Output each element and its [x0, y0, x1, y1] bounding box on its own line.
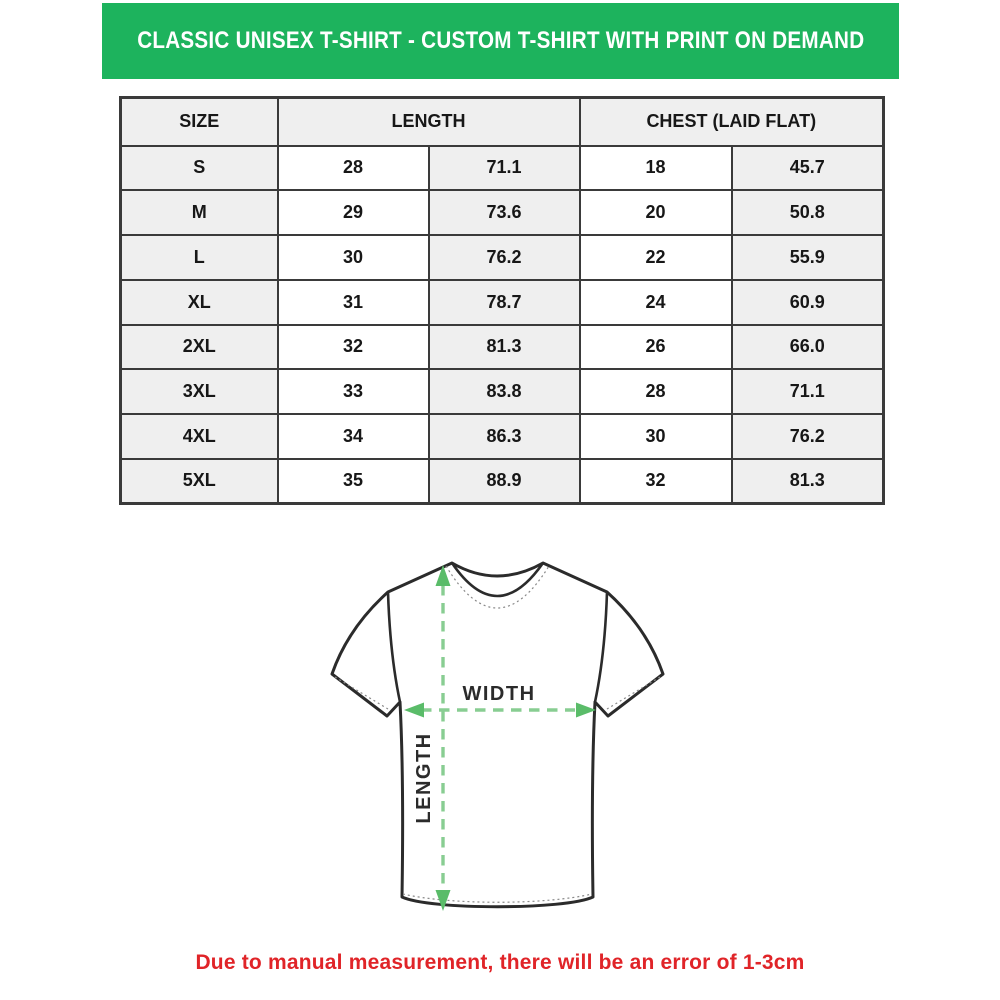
table-header-row [121, 98, 884, 146]
table-row [121, 369, 884, 414]
size-label: S [121, 146, 278, 191]
chest-cm-value: 81.3 [732, 459, 884, 504]
chest-cm-value: 60.9 [732, 280, 884, 325]
chest-cm-value: 45.7 [732, 146, 884, 191]
length-in-value: 34 [278, 414, 429, 459]
chest-in-value: 32 [580, 459, 732, 504]
table-row [121, 235, 884, 280]
length-in-value: 28 [278, 146, 429, 191]
size-label: 4XL [121, 414, 278, 459]
page-title: CLASSIC UNISEX T-SHIRT - CUSTOM T-SHIRT WITH PRINT ON DEMAND [136, 27, 865, 54]
tshirt-outline-icon [332, 563, 663, 907]
chest-in-value: 28 [580, 369, 732, 414]
size-label: 5XL [121, 459, 278, 504]
length-cm-value: 71.1 [429, 146, 580, 191]
size-label: 2XL [121, 325, 278, 370]
table-row [121, 280, 884, 325]
chest-cm-value: 76.2 [732, 414, 884, 459]
measurement-note: Due to manual measurement, there will be an error of 1-3cm [195, 951, 805, 974]
length-cm-value: 86.3 [429, 414, 580, 459]
chest-in-value: 24 [580, 280, 732, 325]
col-header-size: SIZE [121, 98, 278, 146]
table-row [121, 414, 884, 459]
table-row [121, 146, 884, 191]
length-label: LENGTH [413, 732, 435, 824]
length-in-value: 29 [278, 190, 429, 235]
col-header-length: LENGTH [278, 98, 580, 146]
chest-in-value: 30 [580, 414, 732, 459]
length-cm-value: 76.2 [429, 235, 580, 280]
chest-in-value: 20 [580, 190, 732, 235]
tshirt-measurement-diagram [310, 550, 700, 945]
size-label: L [121, 235, 278, 280]
chest-cm-value: 66.0 [732, 325, 884, 370]
size-label: M [121, 190, 278, 235]
size-chart-table [119, 96, 885, 505]
length-in-value: 32 [278, 325, 429, 370]
table-row [121, 459, 884, 504]
chest-in-value: 18 [580, 146, 732, 191]
title-banner [102, 3, 899, 79]
length-in-value: 33 [278, 369, 429, 414]
size-label: XL [121, 280, 278, 325]
table-row [121, 190, 884, 235]
chest-cm-value: 50.8 [732, 190, 884, 235]
width-label: WIDTH [462, 683, 536, 705]
length-cm-value: 78.7 [429, 280, 580, 325]
chest-cm-value: 71.1 [732, 369, 884, 414]
length-cm-value: 83.8 [429, 369, 580, 414]
col-header-chest: CHEST (LAID FLAT) [580, 98, 884, 146]
length-cm-value: 73.6 [429, 190, 580, 235]
chest-in-value: 22 [580, 235, 732, 280]
length-cm-value: 88.9 [429, 459, 580, 504]
chest-in-value: 26 [580, 325, 732, 370]
size-label: 3XL [121, 369, 278, 414]
length-cm-value: 81.3 [429, 325, 580, 370]
table-row [121, 325, 884, 370]
length-in-value: 35 [278, 459, 429, 504]
length-in-value: 30 [278, 235, 429, 280]
length-in-value: 31 [278, 280, 429, 325]
chest-cm-value: 55.9 [732, 235, 884, 280]
